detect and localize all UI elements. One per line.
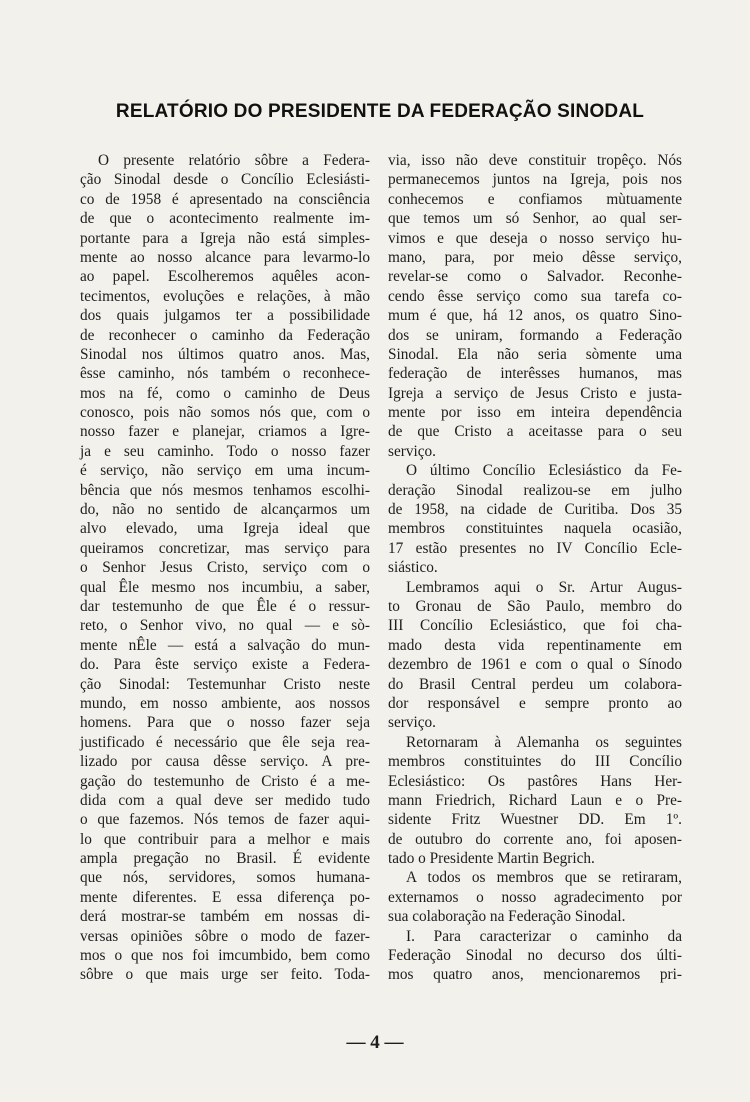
- text-line: membros constituintes naquela ocasião,: [388, 520, 682, 538]
- text-line: do, não no sentido de alcançarmos um: [80, 501, 370, 519]
- text-line: de outubro do corrente ano, foi aposen-: [388, 830, 682, 848]
- text-line: deração Sinodal realizou-se em julho: [388, 481, 682, 499]
- text-line: Igreja a serviço de Jesus Cristo e justa-: [388, 384, 682, 402]
- text-line: Eclesiástico: Os pastôres Hans Her-: [388, 772, 682, 790]
- text-line: co de 1958 é apresentado na consciência: [80, 190, 370, 208]
- text-line: O presente relatório sôbre a Federa-: [98, 152, 370, 169]
- text-line: Sinodal. Ela não seria sòmente uma: [388, 345, 682, 363]
- text-line: Sinodal nos últimos quatro anos. Mas,: [80, 345, 370, 363]
- text-line: êsse caminho, nós também o reconhece-: [80, 365, 370, 383]
- text-line: sua colaboração na Federação Sinodal.: [388, 908, 626, 926]
- text-line: dida com a qual deve ser medido tudo: [80, 791, 370, 809]
- text-line: gação do testemunho de Cristo é a me-: [80, 772, 370, 790]
- text-line: cendo êsse serviço como sua tarefa co-: [388, 287, 682, 305]
- text-line: III Concílio Eclesiástico, que foi cha-: [388, 617, 682, 635]
- text-line: revelar-se como o Salvador. Reconhe-: [388, 268, 682, 286]
- text-line: de que Cristo a aceitasse para o seu: [388, 423, 682, 441]
- text-line: ção Sinodal: Testemunhar Cristo neste: [80, 675, 370, 693]
- text-line: dos se uniram, formando a Federação: [388, 326, 682, 344]
- text-line: o que fazemos. Nós temos de fazer aqui-: [80, 811, 370, 829]
- text-line: to Gronau de São Paulo, membro do: [388, 597, 682, 615]
- page-title: RELATÓRIO DO PRESIDENTE DA FEDERAÇÃO SINODAL: [115, 101, 645, 122]
- text-line: ção Sinodal desde o Concílio Eclesiásti-: [80, 171, 370, 189]
- text-line: federação de interêsses humanos, mas: [388, 365, 682, 383]
- text-line: mos quatro anos, mencionaremos pri-: [388, 966, 682, 984]
- text-line: tecimentos, evoluções e relações, à mão: [80, 287, 370, 305]
- text-line: lo que contribuir para a melhor e mais: [80, 830, 370, 848]
- text-line: versas opiniões sôbre o modo de fazer-: [80, 927, 370, 945]
- text-line: mundo, em nosso ambiente, aos nossos: [80, 694, 370, 712]
- text-line: mann Friedrich, Richard Laun e o Pre-: [388, 791, 682, 809]
- text-line: sôbre o que mais urge ser feito. Toda-: [80, 966, 370, 984]
- text-line: nosso fazer e planejar, criamos a Igre-: [80, 423, 370, 441]
- text-line: justificado é necessário que êle seja rea-: [80, 733, 370, 751]
- text-line: Retornaram à Alemanha os seguintes: [406, 733, 682, 751]
- text-line: reto, o Senhor vivo, no qual — e sò-: [80, 617, 370, 635]
- text-line: I. Para caracterizar o caminho da: [406, 927, 682, 945]
- text-line: qual Êle mesmo nos incumbiu, a saber,: [80, 578, 370, 596]
- text-line: do. Para êste serviço existe a Federa-: [80, 656, 370, 674]
- text-column-right: [388, 151, 682, 985]
- text-line: que temos um só Senhor, ao qual ser-: [388, 210, 682, 228]
- text-line: conhecemos e confiamos mùtuamente: [388, 190, 682, 208]
- text-line: mente nÊle — está a salvação do mun-: [80, 636, 370, 654]
- text-line: dos quais julgamos ter a possibilidade: [80, 307, 370, 325]
- text-line: tado o Presidente Martin Begrich.: [388, 850, 595, 868]
- text-line: que nós, servidores, somos humana-: [80, 869, 370, 887]
- text-line: bência que nós mesmos tenhamos escolhi-: [80, 481, 370, 499]
- text-line: mente ao nosso alcance para levarmo-lo: [80, 248, 370, 266]
- text-line: mado desta vida repentinamente em: [388, 636, 682, 654]
- text-line: o Senhor Jesus Cristo, serviço com o: [80, 559, 370, 577]
- text-line: dezembro de 1961 e com o qual o Sínodo: [388, 656, 682, 674]
- text-line: mum é que, há 12 anos, os quatro Sino-: [388, 307, 682, 325]
- text-line: O último Concílio Eclesiástico da Fe-: [406, 462, 682, 480]
- text-column-left: [80, 151, 370, 985]
- text-line: ampla pregação no Brasil. É evidente: [80, 850, 370, 868]
- text-line: mente diferentes. E essa diferença po-: [80, 888, 370, 906]
- text-line: do Brasil Central perdeu um colabora-: [388, 675, 682, 693]
- text-line: dar testemunho de que Êle é o ressur-: [80, 597, 370, 615]
- text-line: conosco, pois não somos nós que, com o: [80, 404, 370, 422]
- text-line: mente por isso em inteira dependência: [388, 404, 682, 422]
- text-line: homens. Para que o nosso fazer seja: [80, 714, 370, 732]
- text-line: siástico.: [388, 559, 438, 577]
- text-line: mos na fé, como o caminho de Deus: [80, 384, 370, 402]
- text-line: serviço.: [388, 714, 436, 732]
- text-line: serviço.: [388, 442, 436, 460]
- text-line: sidente Fritz Wuestner DD. Em 1º.: [388, 811, 682, 829]
- text-line: permanecemos juntos na Igreja, pois nos: [388, 171, 682, 189]
- page-number: — 4 —: [346, 1032, 404, 1053]
- text-line: 17 estão presentes no IV Concílio Ecle-: [388, 539, 682, 557]
- text-line: membros constituintes do III Concílio: [388, 753, 682, 771]
- text-line: vimos e que deseja o nosso serviço hu-: [388, 229, 682, 247]
- text-line: mano, para, por meio dêsse serviço,: [388, 248, 682, 266]
- text-line: de reconhecer o caminho da Federação: [80, 326, 370, 344]
- text-line: ja e seu caminho. Todo o nosso fazer: [80, 442, 370, 460]
- text-line: portante para a Igreja não está simples-: [80, 229, 370, 247]
- text-line: lizado por causa dêsse serviço. A pre-: [80, 753, 370, 771]
- text-line: externamos o nosso agradecimento por: [388, 888, 682, 906]
- text-line: dor responsável e sempre pronto ao: [388, 694, 682, 712]
- text-line: A todos os membros que se retiraram,: [406, 869, 682, 887]
- text-line: alvo elevado, uma Igreja ideal que: [80, 520, 370, 538]
- text-line: Federação Sinodal no decurso dos últi-: [388, 947, 682, 965]
- text-line: derá mostrar-se também em nossas di-: [80, 908, 370, 926]
- text-line: de que o acontecimento realmente im-: [80, 210, 370, 228]
- text-line: via, isso não deve constituir tropêço. Nós: [388, 152, 682, 169]
- text-line: de 1958, na cidade de Curitiba. Dos 35: [388, 501, 682, 519]
- text-line: Lembramos aqui o Sr. Artur Augus-: [406, 578, 682, 596]
- text-line: é serviço, não serviço em uma incum-: [80, 462, 370, 480]
- text-line: ao papel. Escolheremos aquêles acon-: [80, 268, 370, 286]
- text-line: queiramos concretizar, mas serviço para: [80, 539, 370, 557]
- text-line: mos o que nos foi imcumbido, bem como: [80, 947, 370, 965]
